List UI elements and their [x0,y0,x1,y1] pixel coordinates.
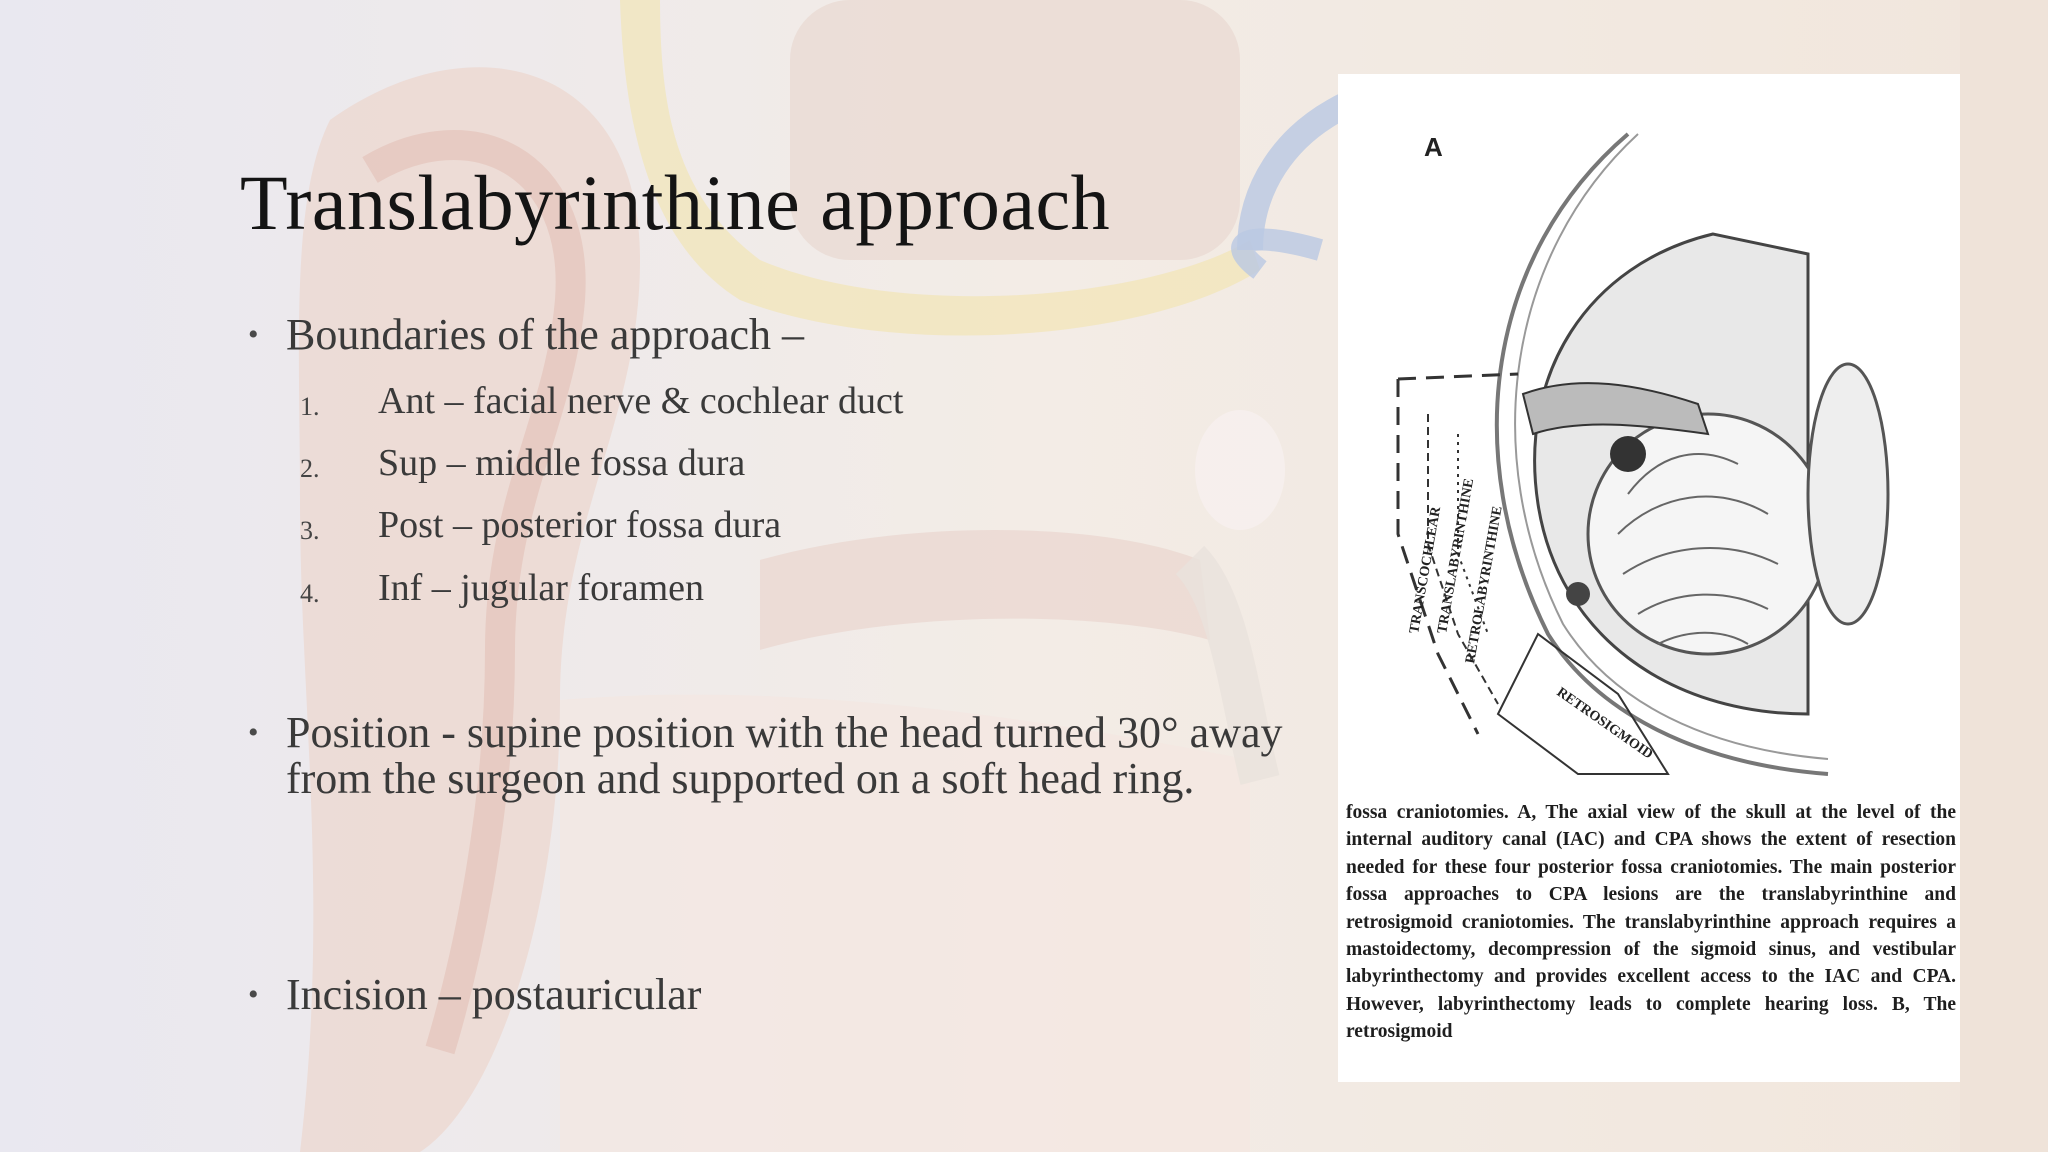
boundary-number: 2. [300,454,320,483]
figure-caption: fossa craniotomies. A, The axial view of the skull at the level of the internal auditory canal (IAC) and CPA shows the extent of resection needed for these four posterior fossa craniotomies. The main posterior fossa approaches to CPA lesions are the translabyrinthine and retrosigmoid craniotomies. The translabyrinthine approach requires a mastoidectomy, decompression of the sigmoid sinus, and vestibular labyrinthectomy and provides excellent access to the IAC and CPA. However, labyrinthectomy leads to complete hearing loss. B, The retrosigmoid [1346,802,1956,1043]
panel-letter: A [1424,132,1443,162]
boundary-text: Post – posterior fossa dura [378,504,782,546]
bullet-glyph: • [248,716,259,749]
bullet-glyph: • [248,318,259,351]
boundary-text: Ant – facial nerve & cochlear duct [378,380,904,422]
boundary-text: Sup – middle fossa dura [378,442,746,484]
boundary-number: 3. [300,516,320,545]
bullet-glyph: • [248,978,259,1011]
bullet-text: Boundaries of the approach – [286,310,805,359]
label-retrolabyrinthine: RETROLABYRINTHINE [1463,505,1506,665]
bullet-text: Position - supine position with the head turned 30° away from the surgeon and supported on a soft head ring. [286,708,1283,803]
figure-panel [1338,74,1960,1082]
slide-title: Translabyrinthine approach [240,159,1111,246]
label-retrosigmoid: RETROSIGMOID [1553,684,1656,763]
boundary-number: 4. [300,579,320,608]
axial-skull-drawing [1338,74,1960,794]
bullet-text: Incision – postauricular [286,970,702,1019]
boundary-number: 1. [300,392,320,421]
label-translabyrinthine: TRANSLABYRINTHINE [1435,477,1478,635]
boundary-text: Inf – jugular foramen [378,567,705,609]
label-transcochlear: TRANSCOCHLEAR [1407,505,1445,635]
